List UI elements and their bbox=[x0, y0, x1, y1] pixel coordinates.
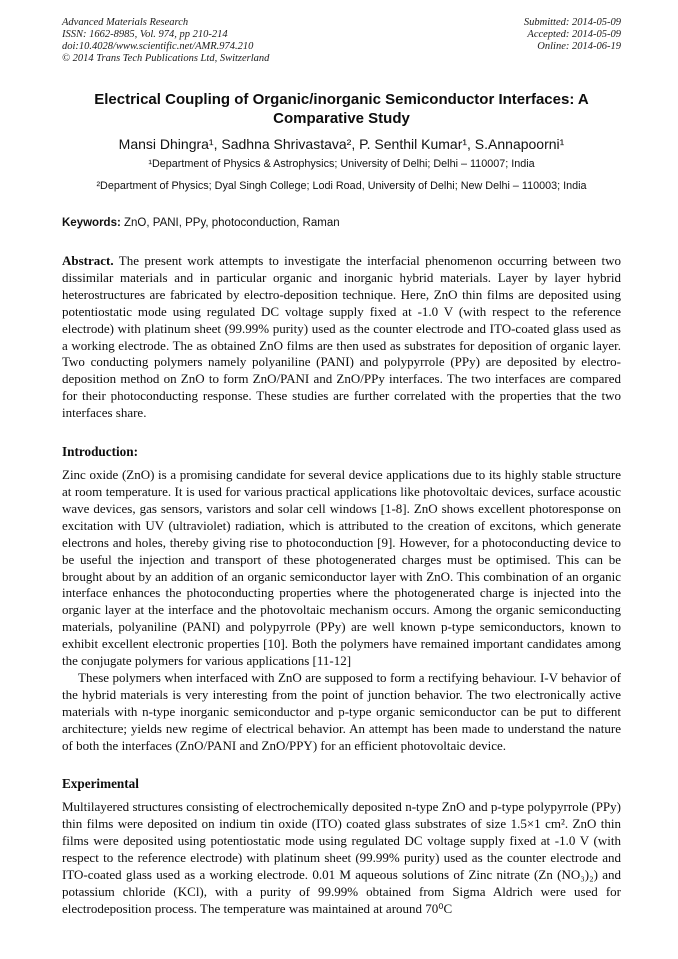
authors-line: Mansi Dhingra¹, Sadhna Shrivastava², P. Senthil Kumar¹, S.Annapoorni¹ bbox=[118, 136, 565, 152]
abstract-paragraph bbox=[62, 253, 621, 422]
affiliation-1: ¹Department of Physics & Astrophysics; University of Delhi; Delhi – 110007; India bbox=[148, 158, 535, 170]
online-date: Online: 2014-06-19 bbox=[537, 41, 621, 52]
keywords-list: ZnO, PANI, PPy, photoconduction, Raman bbox=[124, 217, 340, 229]
journal-issn-volume: ISSN: 1662-8985, Vol. 974, pp 210-214 bbox=[62, 29, 228, 40]
journal-info-block bbox=[62, 17, 269, 65]
journal-doi: doi:10.4028/www.scientific.net/AMR.974.210 bbox=[62, 41, 254, 52]
journal-copyright: © 2014 Trans Tech Publications Ltd, Switzerland bbox=[62, 53, 270, 64]
accepted-date: Accepted: 2014-05-09 bbox=[527, 29, 621, 40]
affiliation-2: ²Department of Physics; Dyal Singh College; Lodi Road, University of Delhi; New Delhi – 110003; India bbox=[96, 179, 587, 192]
abstract-label: Abstract. bbox=[62, 253, 114, 268]
keywords-label: Keywords: bbox=[62, 217, 121, 229]
section-heading-experimental: Experimental bbox=[62, 776, 139, 792]
section-heading-introduction: Introduction: bbox=[62, 444, 138, 460]
keywords-line bbox=[62, 216, 621, 231]
paper-title: Electrical Coupling of Organic/inorganic Semiconductor Interfaces: A Comparative Study bbox=[94, 91, 589, 127]
submitted-date: Submitted: 2014-05-09 bbox=[523, 17, 621, 28]
journal-name: Advanced Materials Research bbox=[62, 17, 189, 28]
abstract-text: The present work attempts to investigate the interfacial phenomenon occurring between two dissimilar materials and in particular organic and inorganic hybrid materials. Layer by layer hybrid heterostructures are fabricated by electro-deposition technique. Here, ZnO thin films are deposited using potentiostatic mode using regulated DC voltage supply fixed at -1.0 V (with respect to the reference electrode) with platinum sheet (99.99% purity) used as the counter electrode and ITO-coated glass used as a working electrode. The as obtained ZnO films are then used as substrates for deposition of organic layer. Two conducting polymers namely polyaniline (PANI) and polypyrrole (PPy) are deposited by electro-deposition method on ZnO to form ZnO/PANI and ZnO/PPy interfaces. The two interfaces are compared for their photoconducting response. These studies are further correlated with the properties that the two interfaces share. bbox=[62, 253, 621, 421]
experimental-paragraph-1: Multilayered structures consisting of electrochemically deposited n-type ZnO and p-type polypyrrole (PPy) thin films were deposited on indium tin oxide (ITO) coated glass substrates of size 1.5×1 cm². ZnO thin films were deposited using potentiostatic mode using regulated DC voltage supply fixed at -1.0 V (with respect to the reference electrode) with platinum sheet (99.99% purity) used as the counter electrode and ITO-coated glass used as a working electrode. 0.01 M aqueous solutions of Zinc nitrate (Zn (NO₃)₂) and potassium chloride (KCl), with a purity of 99.99% obtained from Sigma Aldrich were used for electrodeposition process. The temperature was maintained at around 70⁰C bbox=[62, 799, 621, 916]
submission-dates-block bbox=[524, 17, 621, 53]
journal-header bbox=[62, 17, 621, 65]
introduction-paragraph-1: Zinc oxide (ZnO) is a promising candidate for several device applications due to its highly stable structure at room temperature. It is used for various practical applications like photovoltaic devices, surface acoustic wave devices, gas sensors, varistors and solar cell windows [1-8]. ZnO shows excellent photoresponse on excitation with UV (ultraviolet) radiation, which is attributed to the creation of excitons, which generate electrons and holes, thereby giving rise to photoconduction [9]. However, for a photoconducting device to be useful the injection and transport of these photogenerated charges must be optimised. This can be brought about by an addition of an organic semiconductor layer with ZnO. This combination of an organic interface enhances the photoconducting properties where the photogenerated charge is injected into the organic layer at the interface and the photovoltaic mechanism occurs. Among the organic semiconducting materials, polyaniline (PANI) and polypyrrole (PPy) are well known p-type semiconductors, known to exhibit excellent electronic properties [10]. Both the polymers have remained important candidates among the conjugate polymers for various applications [11-12] bbox=[62, 467, 621, 669]
introduction-paragraph-2: These polymers when interfaced with ZnO are supposed to form a rectifying behaviour. I-V behavior of the hybrid materials is very interesting from the point of junction behavior. The two electronically active materials with n-type inorganic semiconductor and p-type organic semiconductor can be put to different architecture; yields new regime of electrical behavior. An attempt has been made to understand the nature of both the interfaces (ZnO/PANI and ZnO/PPY) for an efficient photovoltaic device. bbox=[62, 669, 621, 753]
